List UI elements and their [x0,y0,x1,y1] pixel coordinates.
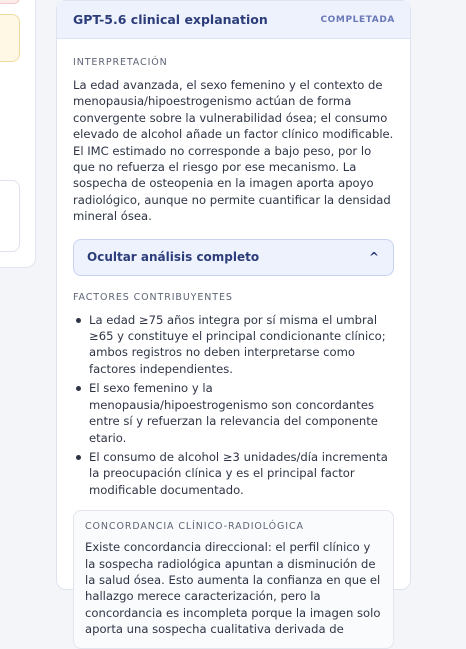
concordance-label: CONCORDANCIA CLÍNICO-RADIOLÓGICA [85,521,304,533]
factors-label: FACTORES CONTRIBUYENTES [73,291,233,303]
concordance-section [73,510,394,648]
factors-section [73,292,394,498]
alert-chip [0,0,20,4]
warning-box [0,14,20,62]
status-badge: COMPLETADA [320,14,395,25]
panel-body [57,57,410,649]
list-item: La edad ≥75 años integra por sí misma el umbral ≥65 y constituye el principal condicionante clínico; ambos registros no deben interpretarse como factores independientes. [73,312,394,378]
left-column [0,0,36,573]
chevron-up-icon: ^ [368,250,379,265]
interpretation-label: INTERPRETACIÓN [73,57,168,68]
toggle-analysis-button[interactable] [73,239,394,276]
interpretation-section [73,57,394,225]
list-item: El sexo femenino y la menopausia/hipoestrogenismo son concordantes entre sí y refuerzan la relevancia del componente etario. [73,380,394,446]
info-box [0,180,20,252]
panel-title: GPT-5.6 clinical explanation [73,12,268,27]
panel-header [57,1,410,39]
list-item: El consumo de alcohol ≥3 unidades/día incrementa la preocupación clínica y es el principal factor modificable documentado. [73,449,394,498]
interpretation-text: La edad avanzada, el sexo femenino y el contexto de menopausia/hipoestrogenismo actúan de forma convergente sobre la vulnerabilidad ósea; el consumo elevado de alcohol añade un factor clínico modificable. El IMC estimado no corresponde a bajo peso, por lo que no refuerza el riesgo por ese mecanismo. La sospecha de osteopenia en la imagen aporta apoyo radiológico, aunque no permite cuantificar la densidad mineral ósea. [73,78,394,224]
explanation-panel [56,0,411,637]
concordance-text: Existe concordancia direccional: el perfil clínico y la sospecha radiológica apuntan a disminución de la salud ósea. Esto aumenta la confianza en que el hallazgo merece caracterización, pero la concordancia es incompleta porque la imagen solo aporta una sospecha cualitativa derivada de [85,540,381,637]
factors-list [73,312,394,498]
toggle-analysis-label: Ocultar análisis completo [87,250,260,265]
